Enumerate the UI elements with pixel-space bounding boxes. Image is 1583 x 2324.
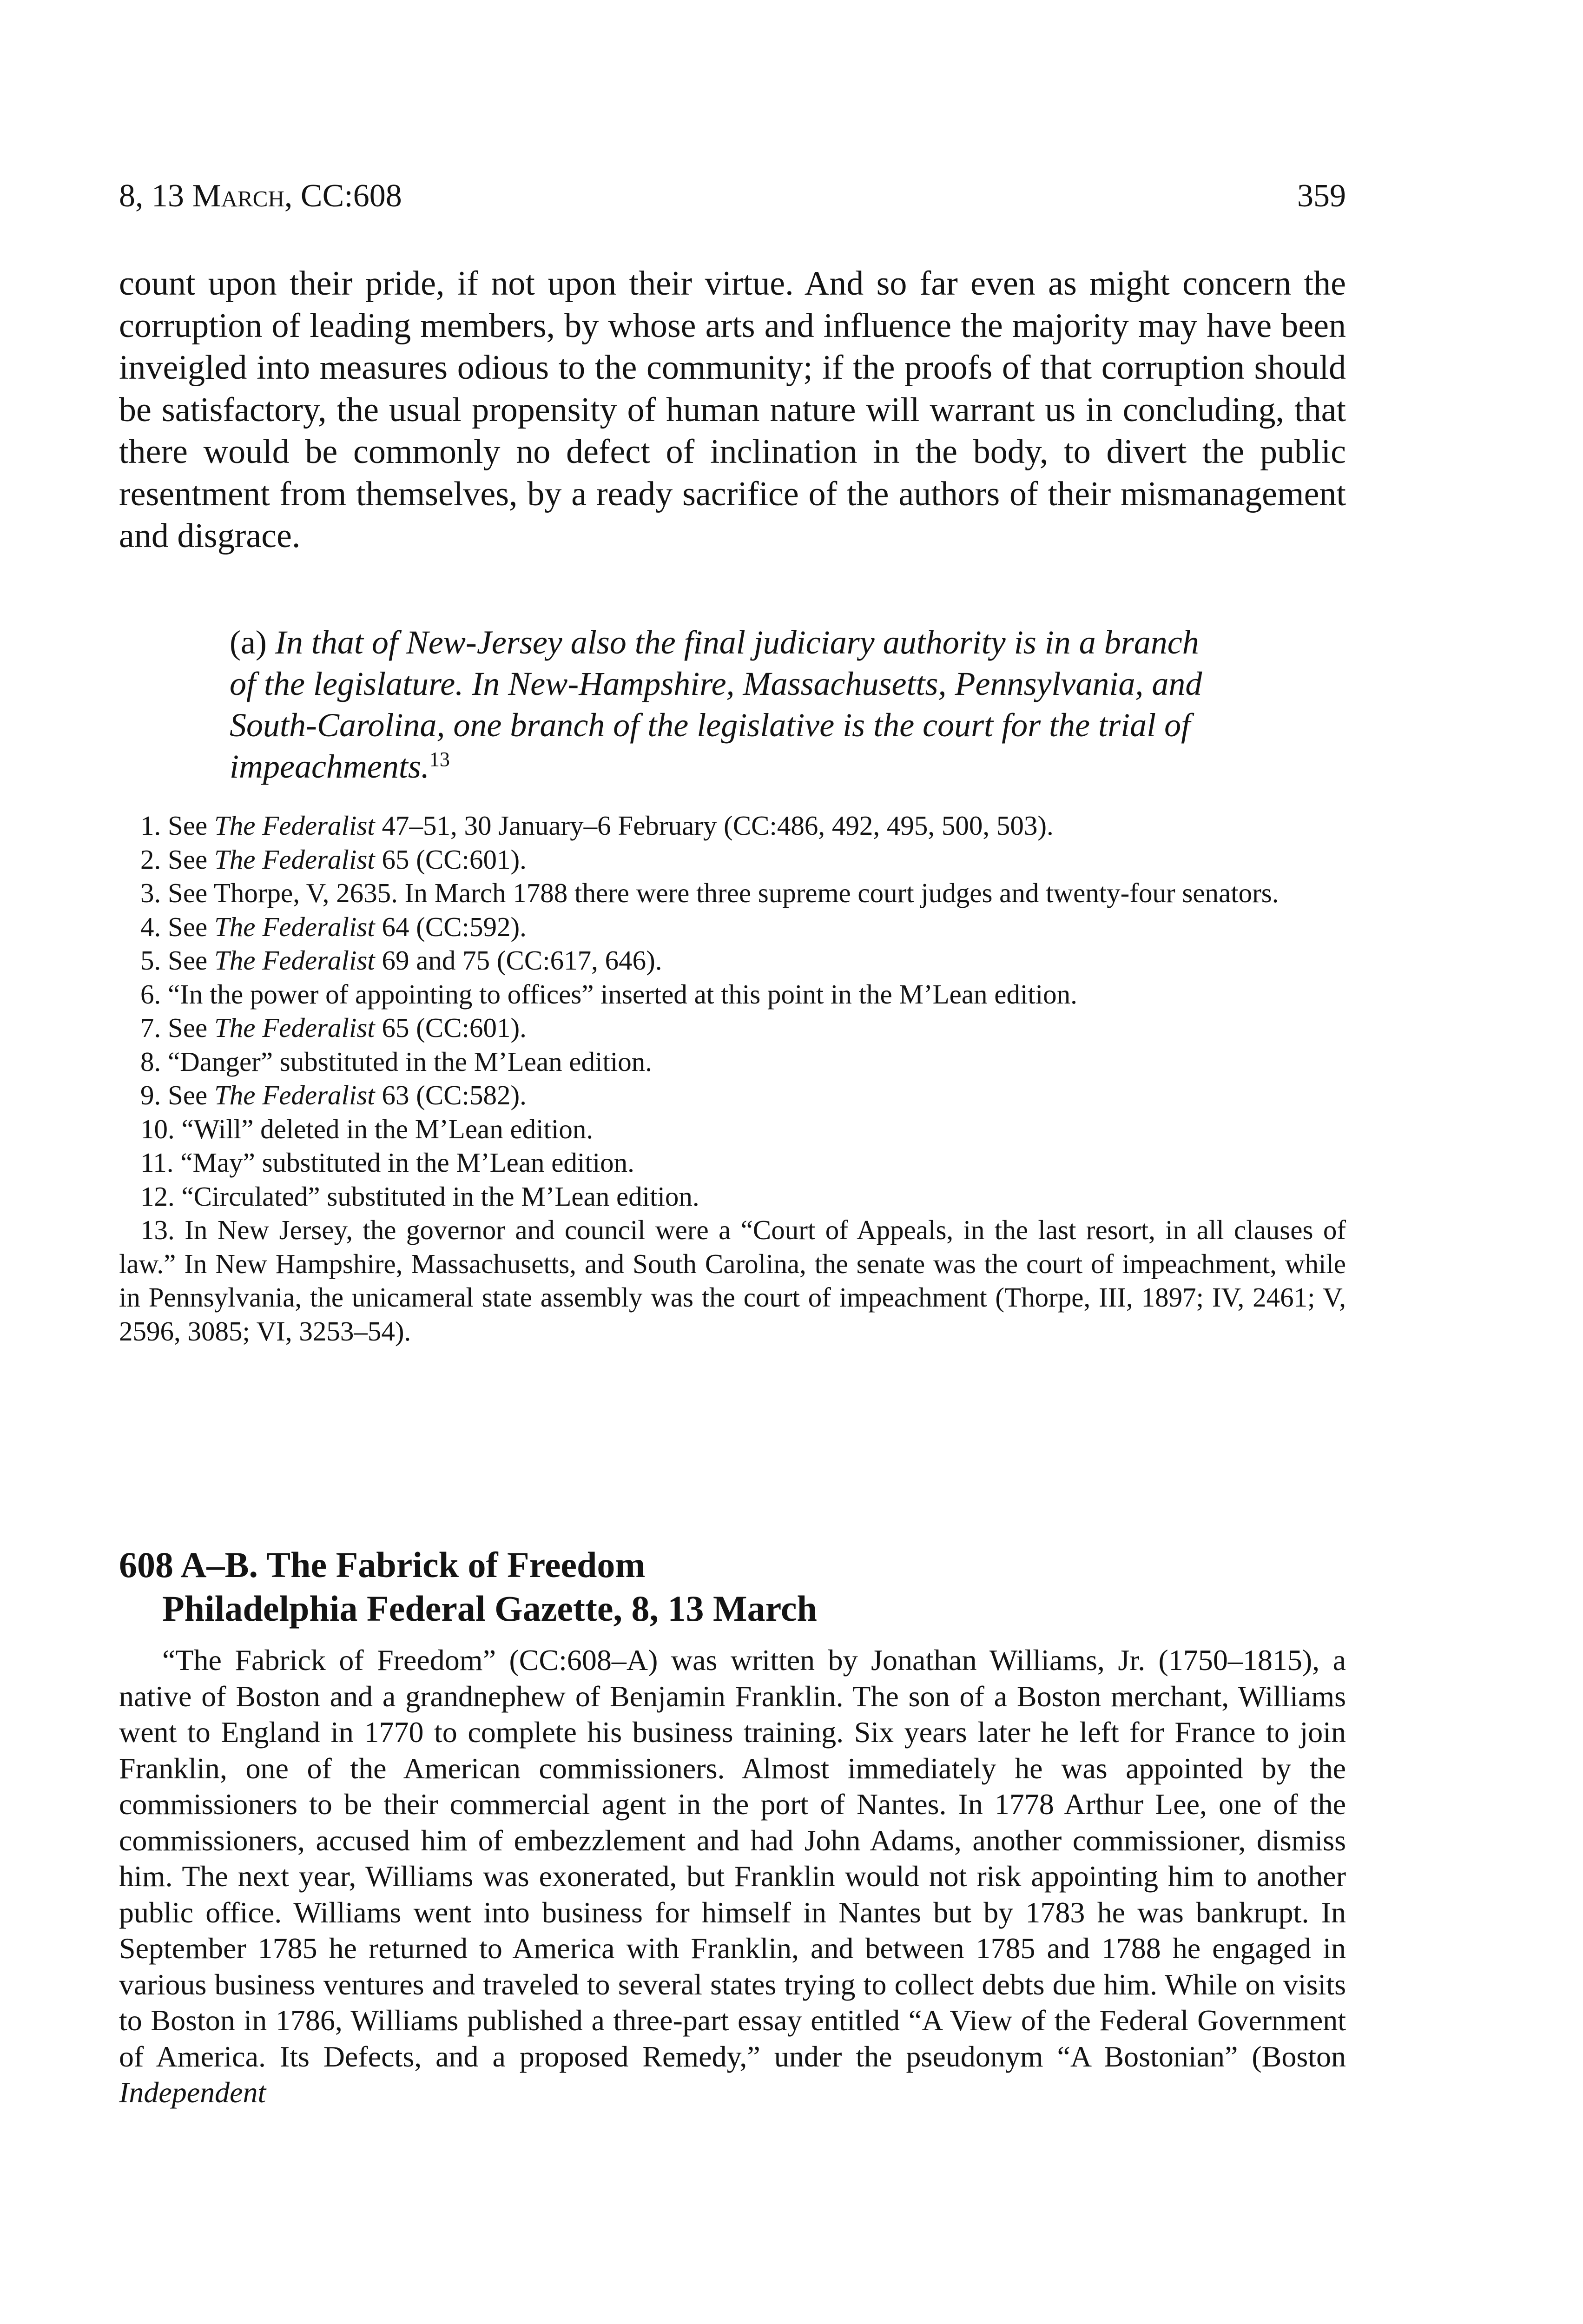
footnote-item (119, 809, 1346, 843)
footnote-title: The Federalist (214, 1012, 375, 1043)
footnote-text: 8. “Danger” substituted in the M’Lean edition. (140, 1046, 653, 1077)
footnote-item (119, 1213, 1346, 1348)
footnote-text: 65 (CC:601). (375, 844, 527, 875)
footnote-item (119, 977, 1346, 1011)
footnote-title: The Federalist (214, 911, 375, 942)
footnote-text: 6. “In the power of appointing to offices” inserted at this point in the M’Lean edition. (140, 978, 1077, 1010)
section-heading-source: Philadelphia Federal Gazette, 8, 13 March (162, 1588, 817, 1629)
footnote-text: 69 and 75 (CC:617, 646). (375, 945, 662, 976)
editorial-note (119, 1642, 1346, 2111)
footnote-text: 2. See (140, 844, 214, 875)
footnote-text: 1. See (140, 810, 214, 841)
running-head-month: March (192, 178, 284, 214)
author-note (230, 622, 1210, 787)
running-head-doc: , CC:608 (284, 178, 402, 214)
body-paragraph: count upon their pride, if not upon their virtue. And so far even as might concern the corruption of leading members, by whose arts and influence the majority may have been inveigled into measures odious to the community; if the proofs of that corruption should be satisfactory, the usual propensity of human nature will warrant us in concluding, that there would be commonly no defect of inclination in the body, to divert the public resentment from themselves, by a ready sacrifice of the authors of their mismanagement and disgrace. (119, 264, 1346, 555)
editorial-note-italic: Independent (119, 2076, 266, 2109)
editorial-note-text: “The Fabrick of Freedom” (CC:608–A) was written by Jonathan Williams, Jr. (1750–1815), a native of Boston and a grandnephew of Benjamin Franklin. The son of a Boston merchant, Williams went to England in 1770 to complete his business training. Six years later he left for France to join Franklin, one of the American commissioners. Almost immediately he was appointed by the commissioners to be their commercial agent in the port of Nantes. In 1778 Arthur Lee, one of the commissioners, accused him of embezzlement and had John Adams, another commissioner, dismiss him. The next year, Williams was exonerated, but Franklin would not risk appointing him to another public office. Williams went into business for himself in Nantes but by 1783 he was bankrupt. In September 1785 he returned to America with Franklin, and between 1785 and 1788 he engaged in various business ventures and traveled to several states trying to collect debts due him. While on visits to Boston in 1786, Williams published a three-part essay entitled “A View of the Federal Government of America. Its Defects, and a proposed Remedy,” under the pseudonym “A Bostonian” (Boston (119, 1644, 1346, 2073)
footnote-item (119, 876, 1346, 910)
footnote-item (119, 1011, 1346, 1045)
author-note-ref: 13 (429, 748, 450, 771)
footnote-title: The Federalist (214, 810, 375, 841)
footnote-text: 65 (CC:601). (375, 1012, 527, 1043)
footnote-item (119, 1078, 1346, 1112)
footnotes-list (119, 809, 1346, 1348)
footnote-text: 64 (CC:592). (375, 911, 527, 942)
section-heading-title: 608 A–B. The Fabrick of Freedom (119, 1545, 646, 1585)
footnote-text: 63 (CC:582). (375, 1080, 527, 1110)
footnote-title: The Federalist (214, 945, 375, 976)
footnote-text: 3. See Thorpe, V, 2635. In March 1788 there were three supreme court judges and twenty-four senators. (140, 878, 1279, 908)
footnote-item (119, 1180, 1346, 1214)
page-number: 359 (1297, 178, 1346, 214)
footnote-title: The Federalist (214, 1080, 375, 1110)
footnote-text: 11. “May” substituted in the M’Lean edition. (140, 1147, 634, 1178)
running-header (119, 173, 1346, 219)
author-note-text: In that of New-Jersey also the final judiciary authority is in a branch of the legislature. In New-Hampshire, Massachusetts, Pennsylvania, and South-Carolina, one branch of the legislative is the court for the trial of impeachments. (230, 624, 1202, 785)
footnote-item (119, 843, 1346, 877)
running-head (119, 173, 402, 219)
section-heading (119, 1543, 1346, 1631)
footnote-text: 4. See (140, 911, 214, 942)
footnote-text: 12. “Circulated” substituted in the M’Lean edition. (140, 1181, 699, 1212)
footnote-item (119, 1146, 1346, 1180)
footnote-title: The Federalist (214, 844, 375, 875)
footnote-text: 9. See (140, 1080, 214, 1110)
footnote-item (119, 910, 1346, 944)
footnote-text: 47–51, 30 January–6 February (CC:486, 492, 495, 500, 503). (375, 810, 1054, 841)
running-head-date: 8, 13 (119, 178, 192, 214)
footnote-item (119, 1045, 1346, 1079)
footnote-text: 13. In New Jersey, the governor and council were a “Court of Appeals, in the last resort, in all clauses of law.” In New Hampshire, Massachusetts, and South Carolina, the senate was the court of impeachment, while in Pennsylvania, the unicameral state assembly was the court of impeachment (Thorpe, III, 1897; IV, 2461; V, 2596, 3085; VI, 3253–54). (119, 1215, 1346, 1347)
footnote-item (119, 1112, 1346, 1146)
footnote-text: 10. “Will” deleted in the M’Lean edition. (140, 1113, 594, 1144)
footnote-text: 5. See (140, 945, 214, 976)
author-note-marker: (a) (230, 624, 275, 661)
footnote-item (119, 944, 1346, 977)
footnote-text: 7. See (140, 1012, 214, 1043)
